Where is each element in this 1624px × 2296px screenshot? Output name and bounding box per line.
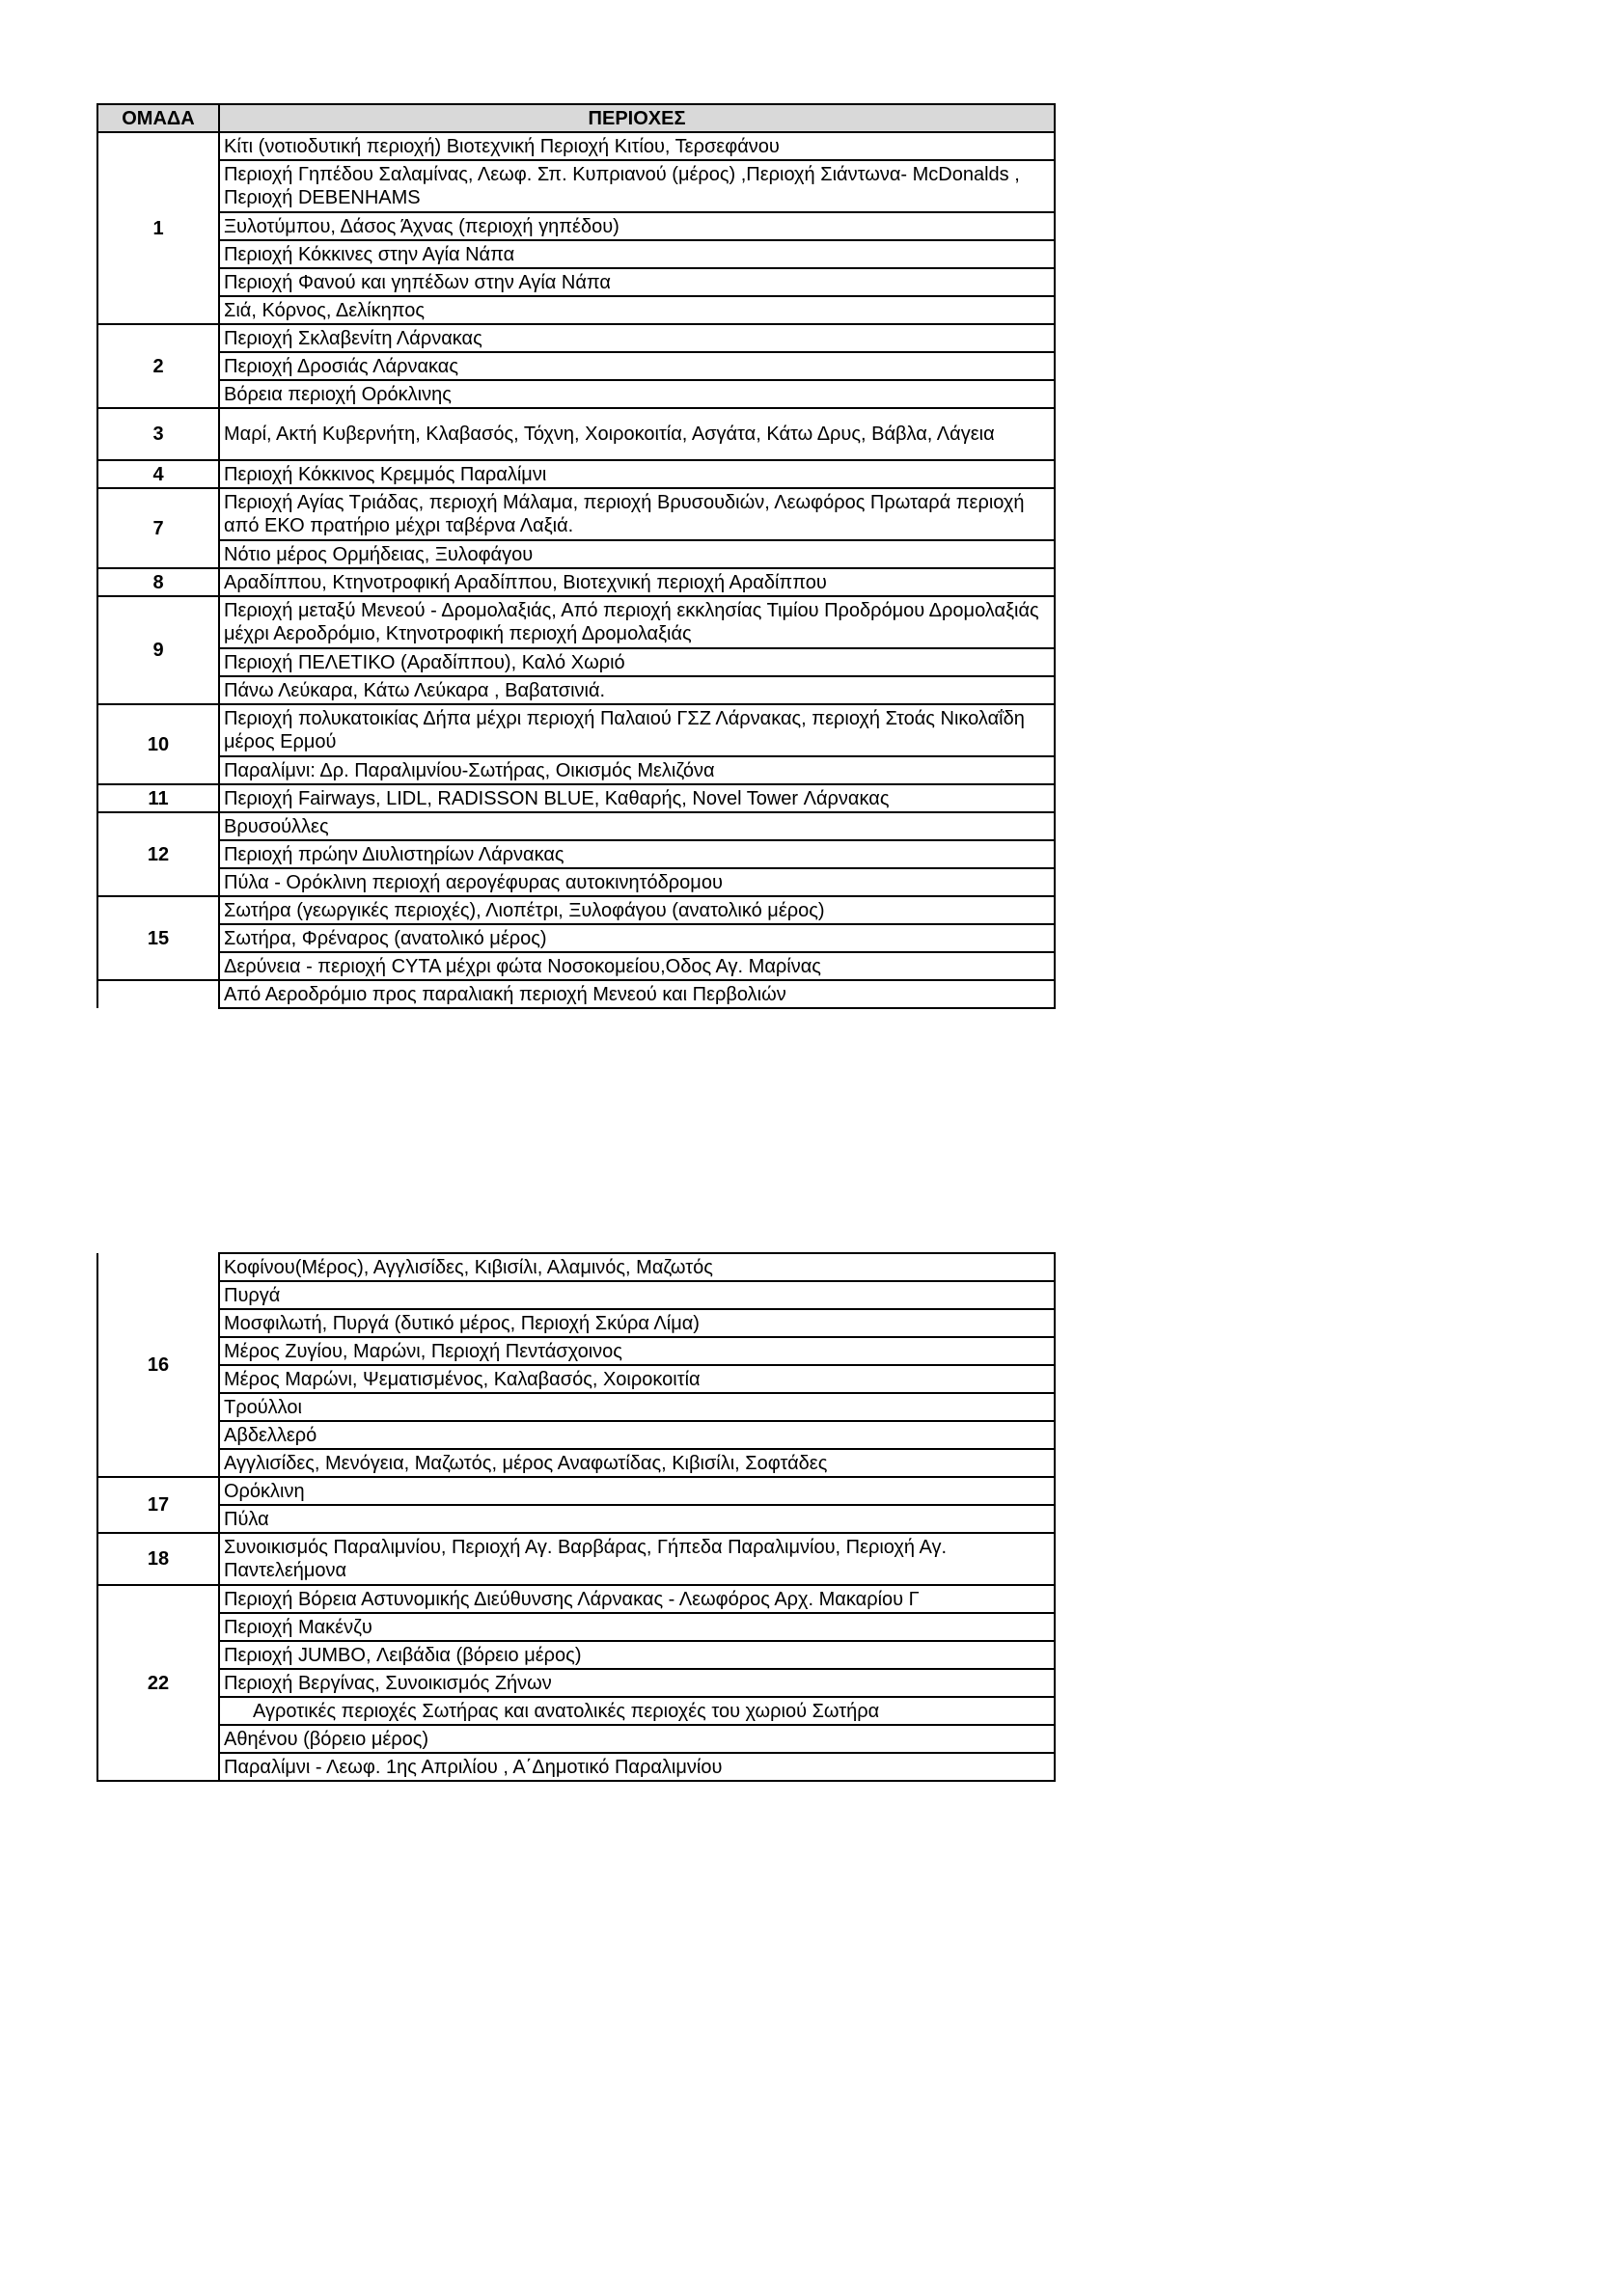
table-row (97, 1393, 1055, 1421)
area-cell: Αβδελλερό (219, 1421, 1055, 1449)
area-cell: Περιοχή ΠΕΛΕΤΙΚΟ (Αραδίππου), Καλό Χωριό (219, 648, 1055, 676)
group-number-cell (97, 980, 219, 1008)
table-row (97, 1613, 1055, 1641)
table-row (97, 1477, 1055, 1505)
area-cell: Περιοχή Βεργίνας, Συνοικισμός Ζήνων (219, 1669, 1055, 1697)
table-row (97, 324, 1055, 352)
area-cell: Από Αεροδρόμιο προς παραλιακή περιοχή Μενεού και Περβολιών (219, 980, 1055, 1008)
table-body-top (97, 132, 1055, 1008)
table-row (97, 488, 1055, 540)
area-cell: Περιοχή πολυκατοικίας Δήπα μέχρι περιοχή Παλαιού ΓΣΖ Λάρνακας, περιοχή Στοάς Νικολαΐδη μέρος Ερμού (219, 704, 1055, 756)
area-cell: Ορόκλινη (219, 1477, 1055, 1505)
table-row (97, 212, 1055, 240)
area-cell: Σωτήρα, Φρέναρος (ανατολικό μέρος) (219, 924, 1055, 952)
table-row (97, 268, 1055, 296)
table-row (97, 596, 1055, 648)
table-row (97, 296, 1055, 324)
area-cell: Περιοχή Βόρεια Αστυνομικής Διεύθυνσης Λάρνακας - Λεωφόρος Αρχ. Μακαρίου Γ (219, 1585, 1055, 1613)
area-cell: Αγγλισίδες, Μενόγεια, Μαζωτός, μέρος Αναφωτίδας, Κιβισίλι, Σοφτάδες (219, 1449, 1055, 1477)
area-cell: Περιοχή Γηπέδου Σαλαμίνας, Λεωφ. Σπ. Κυπριανού (μέρος) ,Περιοχή Σιάντωνα- McDonalds , Περιοχή DEBENHAMS (219, 160, 1055, 212)
table-row (97, 1585, 1055, 1613)
area-cell: Νότιο μέρος Ορμήδειας, Ξυλοφάγου (219, 540, 1055, 568)
table-row (97, 568, 1055, 596)
table-row (97, 896, 1055, 924)
table-row (97, 704, 1055, 756)
area-cell: Περιοχή Fairways, LIDL, RADISSON BLUE, Καθαρής, Novel Tower Λάρνακας (219, 784, 1055, 812)
areas-column-header: ΠΕΡΙΟΧΕΣ (219, 104, 1055, 132)
table-row (97, 868, 1055, 896)
area-cell: Περιοχή Μακένζυ (219, 1613, 1055, 1641)
table-row (97, 1337, 1055, 1365)
area-cell: Περιοχή μεταξύ Μενεού - Δρομολαξιάς, Από περιοχή εκκλησίας Τιμίου Προδρόμου Δρομολαξιάς μέχρι Αεροδρόμιο, Κτηνοτροφική περιοχή Δρομολαξιάς (219, 596, 1055, 648)
table-row (97, 1753, 1055, 1781)
group-number-cell: 15 (97, 896, 219, 980)
area-cell: Κίτι (νοτιοδυτική περιοχή) Βιοτεχνική Περιοχή Κιτίου, Τερσεφάνου (219, 132, 1055, 160)
table-row (97, 1725, 1055, 1753)
area-cell: Πύλα - Ορόκλινη περιοχή αερογέφυρας αυτοκινητόδρομου (219, 868, 1055, 896)
area-cell: Μέρος Μαρώνι, Ψεματισμένος, Καλαβασός, Χοιροκοιτία (219, 1365, 1055, 1393)
area-cell: Περιοχή πρώην Διυλιστηρίων Λάρνακας (219, 840, 1055, 868)
table-row (97, 1421, 1055, 1449)
area-cell: Κοφίνου(Μέρος), Αγγλισίδες, Κιβισίλι, Αλαμινός, Μαζωτός (219, 1253, 1055, 1281)
table-row (97, 1533, 1055, 1585)
area-cell: Αραδίππου, Κτηνοτροφική Αραδίππου, Βιοτεχνική περιοχή Αραδίππου (219, 568, 1055, 596)
area-cell: Περιοχή Φανού και γηπέδων στην Αγία Νάπα (219, 268, 1055, 296)
table-row (97, 784, 1055, 812)
table-row (97, 980, 1055, 1008)
table-row (97, 1253, 1055, 1281)
table-header-row (97, 104, 1055, 132)
table-row (97, 952, 1055, 980)
group-number-cell: 8 (97, 568, 219, 596)
table-row (97, 380, 1055, 408)
area-cell: Παραλίμνι: Δρ. Παραλιμνίου-Σωτήρας, Οικισμός Μελιζόνα (219, 756, 1055, 784)
area-cell: Τρούλλοι (219, 1393, 1055, 1421)
group-number-cell: 2 (97, 324, 219, 408)
area-cell: Βόρεια περιοχή Ορόκλινης (219, 380, 1055, 408)
table-row (97, 540, 1055, 568)
group-number-cell: 11 (97, 784, 219, 812)
table-body-bottom (97, 1253, 1055, 1781)
group-number-cell: 7 (97, 488, 219, 568)
area-cell: Δερύνεια - περιοχή CYTA μέχρι φώτα Νοσοκομείου,Οδος Αγ. Μαρίνας (219, 952, 1055, 980)
area-cell: Περιοχή Κόκκινος Κρεμμός Παραλίμνι (219, 460, 1055, 488)
group-number-cell: 18 (97, 1533, 219, 1585)
table-row (97, 1505, 1055, 1533)
table-row (97, 1365, 1055, 1393)
area-cell: Μαρί, Ακτή Κυβερνήτη, Κλαβασός, Τόχνη, Χοιροκοιτία, Ασγάτα, Κάτω Δρυς, Βάβλα, Λάγεια (219, 408, 1055, 460)
area-cell: Σωτήρα (γεωργικές περιοχές), Λιοπέτρι, Ξυλοφάγου (ανατολικό μέρος) (219, 896, 1055, 924)
group-number-cell: 16 (97, 1253, 219, 1477)
area-cell: Μέρος Ζυγίου, Μαρώνι, Περιοχή Πεντάσχοινος (219, 1337, 1055, 1365)
area-cell: Περιοχή Σκλαβενίτη Λάρνακας (219, 324, 1055, 352)
group-number-cell: 9 (97, 596, 219, 704)
area-cell: Πύλα (219, 1505, 1055, 1533)
table-row (97, 676, 1055, 704)
table-row (97, 1641, 1055, 1669)
area-cell: Σιά, Κόρνος, Δελίκηπος (219, 296, 1055, 324)
table-row (97, 756, 1055, 784)
table-row (97, 1697, 1055, 1725)
table-row (97, 352, 1055, 380)
group-column-header: ΟΜΑΔΑ (97, 104, 219, 132)
group-number-cell: 22 (97, 1585, 219, 1781)
area-cell: Αγροτικές περιοχές Σωτήρας και ανατολικές περιοχές του χωριού Σωτήρα (219, 1697, 1055, 1725)
areas-table-page-top (96, 103, 1056, 1009)
table-row (97, 160, 1055, 212)
area-cell: Περιοχή Αγίας Τριάδας, περιοχή Μάλαμα, περιοχή Βρυσουδιών, Λεωφόρος Πρωταρά περιοχή από ΕΚΟ πρατήριο μέχρι ταβέρνα Λαξιά. (219, 488, 1055, 540)
table-row (97, 840, 1055, 868)
table-row (97, 132, 1055, 160)
table-row (97, 1309, 1055, 1337)
area-cell: Πυργά (219, 1281, 1055, 1309)
area-cell: Συνοικισμός Παραλιμνίου, Περιοχή Αγ. Βαρβάρας, Γήπεδα Παραλιμνίου, Περιοχή Αγ. Παντελεήμονα (219, 1533, 1055, 1585)
area-cell: Παραλίμνι - Λεωφ. 1ης Απριλίου , Α΄Δημοτικό Παραλιμνίου (219, 1753, 1055, 1781)
group-number-cell: 10 (97, 704, 219, 784)
area-cell: Αθηένου (βόρειο μέρος) (219, 1725, 1055, 1753)
table-row (97, 460, 1055, 488)
group-number-cell: 4 (97, 460, 219, 488)
table-row (97, 648, 1055, 676)
group-number-cell: 12 (97, 812, 219, 896)
area-cell: Περιοχή Κόκκινες στην Αγία Νάπα (219, 240, 1055, 268)
area-cell: Πάνω Λεύκαρα, Κάτω Λεύκαρα , Βαβατσινιά. (219, 676, 1055, 704)
areas-table-page-bottom (96, 1252, 1056, 1782)
table-row (97, 1669, 1055, 1697)
group-number-cell: 1 (97, 132, 219, 324)
area-cell: Ξυλοτύμπου, Δάσος Άχνας (περιοχή γηπέδου) (219, 212, 1055, 240)
table-row (97, 1449, 1055, 1477)
table-row (97, 812, 1055, 840)
table-row (97, 240, 1055, 268)
area-cell: Βρυσούλλες (219, 812, 1055, 840)
group-number-cell: 17 (97, 1477, 219, 1533)
table-row (97, 408, 1055, 460)
group-number-cell: 3 (97, 408, 219, 460)
table-row (97, 924, 1055, 952)
area-cell: Περιοχή JUMBO, Λειβάδια (βόρειο μέρος) (219, 1641, 1055, 1669)
area-cell: Μοσφιλωτή, Πυργά (δυτικό μέρος, Περιοχή Σκύρα Λίμα) (219, 1309, 1055, 1337)
table-row (97, 1281, 1055, 1309)
area-cell: Περιοχή Δροσιάς Λάρνακας (219, 352, 1055, 380)
